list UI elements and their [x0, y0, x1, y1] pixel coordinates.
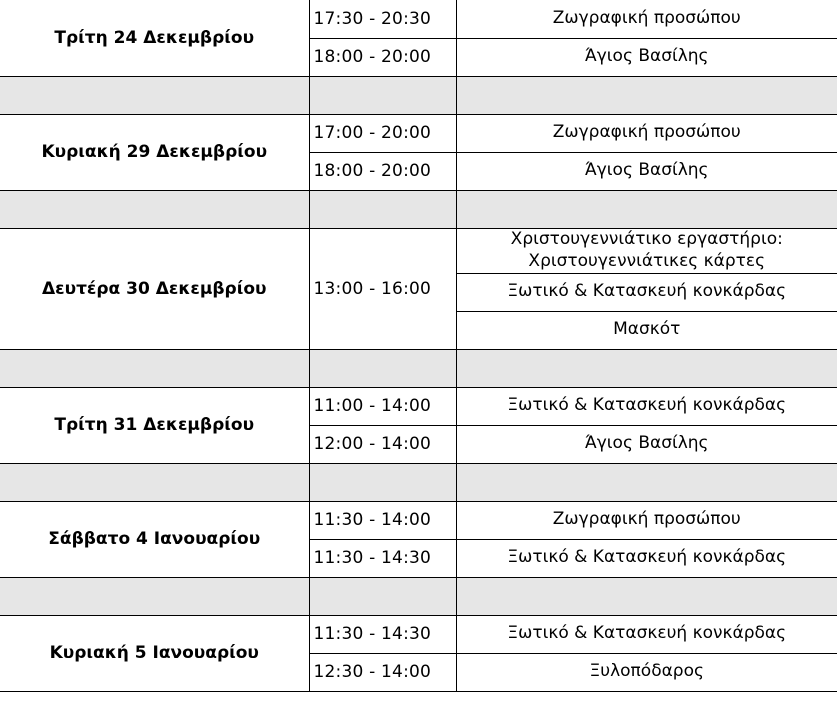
- activity-name: Μασκότ: [456, 311, 837, 349]
- table-row: [0, 114, 837, 152]
- day-label: Τρίτη 31 Δεκεμβρίου: [0, 387, 309, 463]
- table-row: [0, 0, 837, 38]
- time-slot: 11:30 - 14:00: [309, 501, 456, 539]
- activity-name: [456, 228, 837, 273]
- activity-name: Ξωτικό & Κατασκευή κονκάρδας: [456, 387, 837, 425]
- activity-name: Άγιος Βασίλης: [456, 425, 837, 463]
- day-label: Δευτέρα 30 Δεκεμβρίου: [0, 228, 309, 349]
- activity-name: Ξωτικό & Κατασκευή κονκάρδας: [456, 539, 837, 577]
- activity-name: Ζωγραφική προσώπου: [456, 501, 837, 539]
- spacer-row: [0, 76, 837, 114]
- time-slot: 17:30 - 20:30: [309, 0, 456, 38]
- activity-name: Ζωγραφική προσώπου: [456, 0, 837, 38]
- time-slot: 11:00 - 14:00: [309, 387, 456, 425]
- activity-line: Χριστουγεννιάτικο εργαστήριο:: [510, 229, 783, 250]
- time-slot: 11:30 - 14:30: [309, 539, 456, 577]
- day-label: Κυριακή 5 Ιανουαρίου: [0, 615, 309, 691]
- activity-name: Άγιος Βασίλης: [456, 38, 837, 76]
- table-row: [0, 387, 837, 425]
- spacer-row: [0, 190, 837, 228]
- activity-name: Ζωγραφική προσώπου: [456, 114, 837, 152]
- day-label: Τρίτη 24 Δεκεμβρίου: [0, 0, 309, 76]
- time-slot: 17:00 - 20:00: [309, 114, 456, 152]
- spacer-row: [0, 463, 837, 501]
- activity-name: Ξυλοπόδαρος: [456, 653, 837, 691]
- time-slot: 13:00 - 16:00: [309, 228, 456, 349]
- time-slot: 18:00 - 20:00: [309, 38, 456, 76]
- time-slot: 11:30 - 14:30: [309, 615, 456, 653]
- day-label: Κυριακή 29 Δεκεμβρίου: [0, 114, 309, 190]
- activity-name: Ξωτικό & Κατασκευή κονκάρδας: [456, 615, 837, 653]
- day-label: Σάββατο 4 Ιανουαρίου: [0, 501, 309, 577]
- spacer-row: [0, 577, 837, 615]
- time-slot: 12:00 - 14:00: [309, 425, 456, 463]
- time-slot: 18:00 - 20:00: [309, 152, 456, 190]
- table-row: [0, 501, 837, 539]
- spacer-row: [0, 349, 837, 387]
- table-row: [0, 228, 837, 273]
- activity-line: Χριστουγεννιάτικες κάρτες: [528, 250, 766, 271]
- table-row: [0, 615, 837, 653]
- activity-name: Ξωτικό & Κατασκευή κονκάρδας: [456, 273, 837, 311]
- time-slot: 12:30 - 14:00: [309, 653, 456, 691]
- activity-name: Άγιος Βασίλης: [456, 152, 837, 190]
